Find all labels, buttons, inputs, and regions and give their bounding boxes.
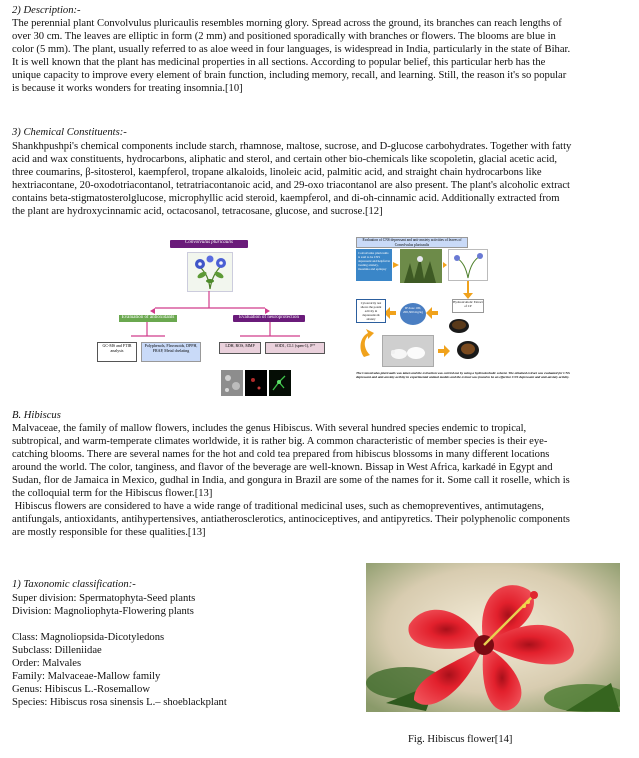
text-line: Sudan, flor de Jamaica in Mexico, gudhal in India, and gongura in Brazil are some of the names for it. Some call it roselle, which is	[12, 475, 570, 486]
text-line: color (5 mm). The plant, usually referred to as aloe weed in four languages, is widespread in India, particularly in the state of Bihar.	[12, 44, 571, 55]
taxonomy-family: Family: Malvaceae-Mallow family	[12, 671, 161, 682]
flower-caption: Fig. Hibiscus flower[14]	[408, 734, 513, 745]
ldh-box: LDH, ROS, MMP	[219, 342, 261, 354]
taxonomy-list	[12, 592, 227, 709]
text-line: hextriacontane, 20-oxodotriacontanol, tetratriacontanoic acid, and 29-oxo triacontanol are also present. The plant's alcoholic extract	[12, 180, 570, 191]
text-line: subtropical, and warm-temperate climates worldwide, it is rather big. A common characteristic of member species is their eye-	[12, 436, 548, 447]
taxonomy-super-division: Super division: Spermatophyta-Seed plants	[12, 593, 196, 604]
text-line: over 30 cm. The leaves are elliptic in form (2 mm) and positioned sporadically with branches or flowers. The blooms are blue in	[12, 31, 556, 42]
hibiscus-flower-image	[366, 563, 620, 712]
gcms-box: GC-MS and FTIR analysis	[97, 342, 137, 362]
hibiscus-paragraph	[12, 422, 629, 539]
taxonomy-species: Species: Hibiscus rosa sinensis L.– shoeblackplant	[12, 697, 227, 708]
text-line: are mostly responsible for these qualities.[13]	[12, 527, 206, 538]
taxonomy-genus: Genus: Hibiscus L.-Rosemallow	[12, 684, 150, 695]
fluorescence-image	[245, 370, 267, 396]
sod-box: SOD1, CL1 (spen-1), P⁷⁷	[265, 342, 325, 354]
taxonomy-division: Division: Magnoliophyta-Flowering plants	[12, 606, 194, 617]
dose-box: IP dose 100, 200,300 mg/kg	[400, 303, 426, 325]
text-line: unique capacity to improve every element of brain function, including memory, recall, and learning. Still, the reason it's so popular	[12, 70, 567, 81]
text-line: antifungals, antioxidants, antihypertensives, antiatherosclerotics, antinociceptives, and antipyretics. Their polyphenolic components	[12, 514, 570, 525]
text-line: It is well known that the plant has medicinal properties in all sections. According to popular belief, this particular herb has the	[12, 57, 546, 68]
text-line: around the world. The color, tanginess, and flavor of the beverage are well-known. Bissap in West Africa, karkadé in Egypt and	[12, 462, 553, 473]
figure2-header: Evaluation of CNS depressant and anti-anxiety activities of leaves of Convolvulus pluricaulis	[356, 237, 468, 248]
hibiscus-heading: B. Hibiscus	[12, 410, 61, 421]
text-line: catching blooms. There are several names for the hot and cold tea prepared from hibiscus blossoms in many different locations	[12, 449, 550, 460]
text-line: The perennial plant Convolvulus pluricaulis resembles morning glory. Spread across the ground, its branches can reach lengths of	[12, 18, 562, 29]
description-paragraph	[12, 17, 629, 95]
neuron-image	[269, 370, 291, 396]
text-line: the plant are hydroxycinnamic acid, octacosanol, tetracosane, glucose, and sucrose.[12]	[12, 206, 383, 217]
figure-title-box: Convolvulus pluricaulis	[170, 240, 248, 248]
text-line: Malvaceae, the family of mallow flowers, includes the genus Hibiscus. With several hundred species endemic to tropical,	[12, 423, 527, 434]
taxonomy-heading: 1) Taxonomic classification:-	[12, 579, 136, 590]
polyphenols-box: Polyphenols, Flavonoids, DPPH, FRAP, Metal chelating	[141, 342, 201, 362]
convolvulus-evaluation-figure	[95, 238, 341, 400]
cytotoxicity-box: Cytotoxicity test shows the potent activity in depressants & anxiety	[356, 299, 386, 323]
taxonomy-class: Class: Magnoliopsida-Dicotyledons	[12, 632, 165, 643]
antioxidants-box: Evaluation of antioxidants	[119, 315, 177, 322]
chemical-heading: 3) Chemical Constituents:-	[12, 127, 127, 138]
extract-powder-image	[452, 337, 484, 363]
text-line: contains beta-stigmatosterolglucose, microphyllic acid steroid, kaempferol, and di-oh-cinnamic acid. Additionally extracted from	[12, 193, 560, 204]
extract-dish-image	[444, 315, 474, 337]
text-line: is because it works wonders for treating insomnia.[10]	[12, 83, 243, 94]
text-line: Shankhpushpi's chemical components include starch, rhamnose, maltose, sucrose, and D-glucose carbohydrates. Together with fatty	[12, 141, 572, 152]
extract-label: Hydroalcoholic Extract of CP	[452, 299, 484, 313]
text-line: the colloquial term for the Hibiscus flower.[13]	[12, 488, 213, 499]
chemical-paragraph	[12, 140, 629, 218]
cns-depressant-figure	[352, 237, 588, 393]
text-line: acid and wax constituents, hydrocarbons, aliphatic and sterol, and certain other bio-chemicals like scopoletin, glacial acetic acid,	[12, 154, 558, 165]
neuroprotection-box: Evaluation of neuroprotection	[233, 315, 305, 322]
figure2-caption: The Convolvulus pluricaulis was taken and the extraction was carried out by using a hydroalcoholic solvent. The obtained extract was evaluated for CNS depressant and anti-anxiety activity in experimental animal models and the extract was found to be an effective CNS depressant and anti-anxiety activity.	[356, 371, 570, 380]
micrograph-image	[221, 370, 243, 396]
taxonomy-subclass: Subclass: Dilleniidae	[12, 645, 102, 656]
description-heading: 2) Description:-	[12, 5, 81, 16]
text-line: Hibiscus flowers are considered to have a wide range of traditional medicinal uses, such as chemopreventives, antimutagens,	[12, 501, 544, 512]
figure2-intro-box: Convolvulus pluricaulis is said to be CNS depressant and helpful in treating anxiety, insomnia and epilepsy	[356, 249, 392, 281]
mice-image	[382, 335, 434, 367]
text-line: three coumarins, β-sitosterol, kaempferol, tropane alkaloids, linoleic acid, palmitic acid, and straight chain hydrocarbons like	[12, 167, 542, 178]
taxonomy-order: Order: Malvales	[12, 658, 82, 669]
